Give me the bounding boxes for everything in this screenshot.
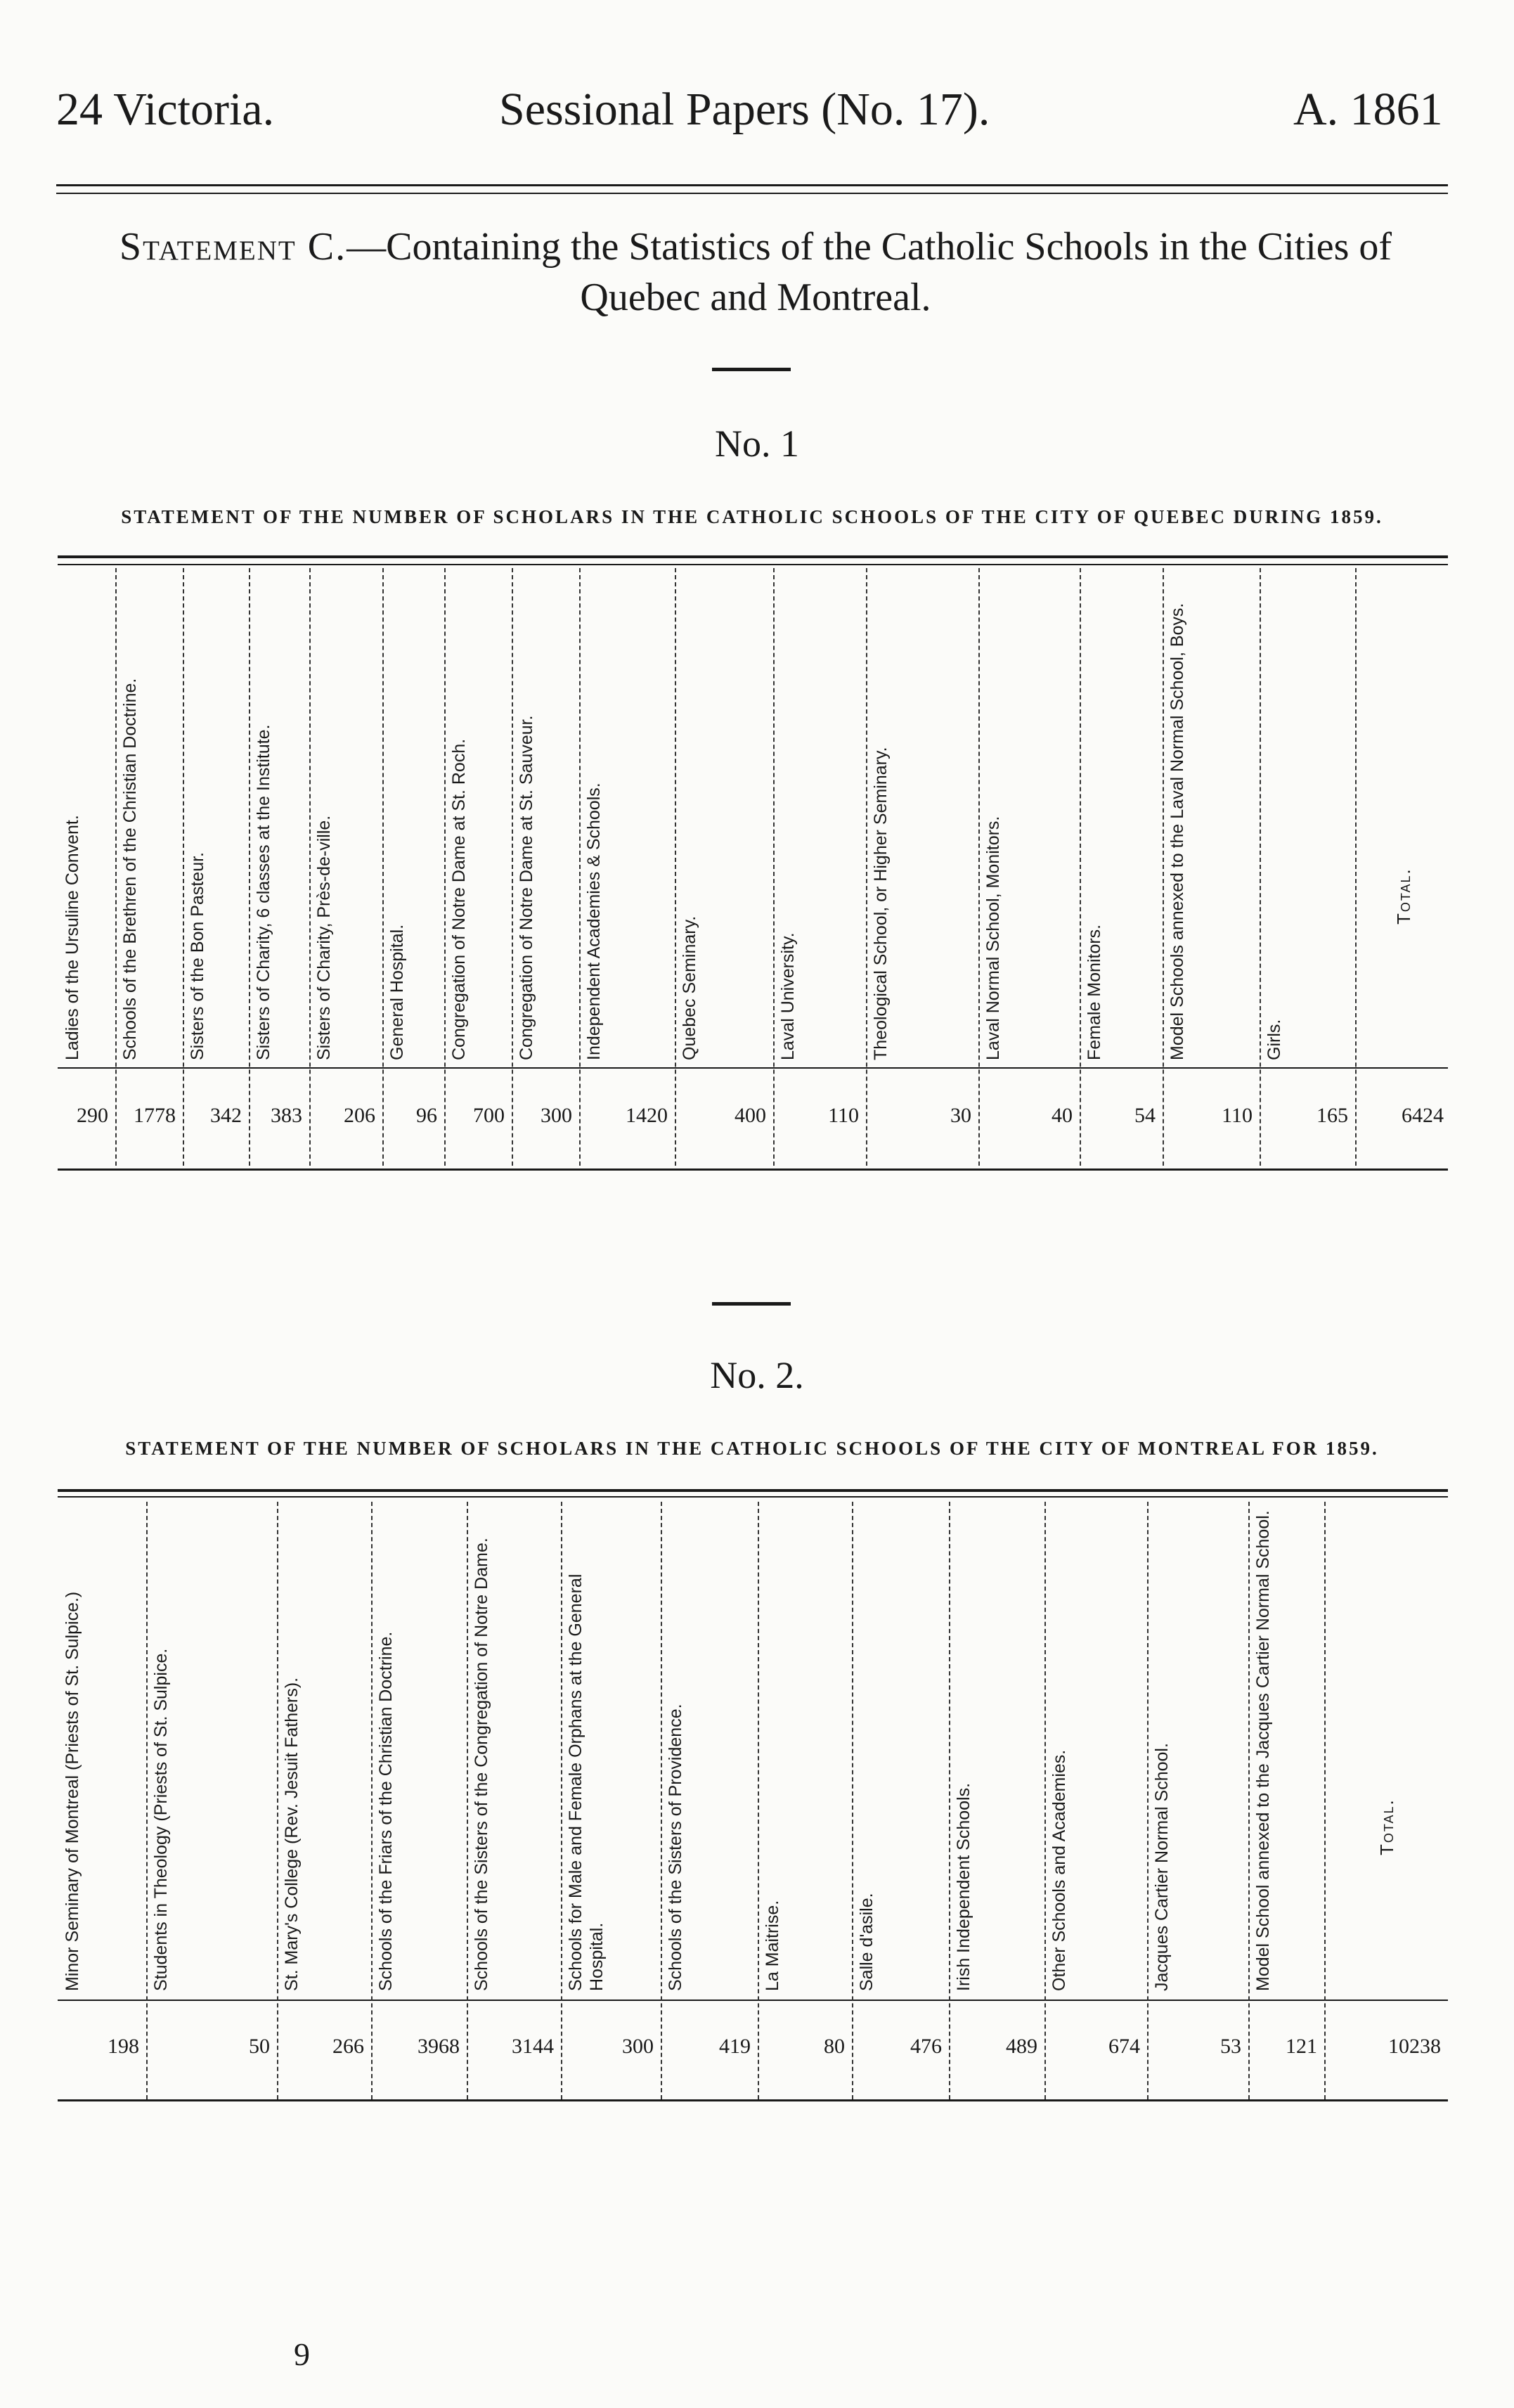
table1-value: 110	[1222, 1104, 1253, 1127]
table1-column-separator	[249, 568, 250, 1166]
table2-value: 3968	[418, 2035, 460, 2058]
table2-column-heading: Model School annexed to the Jacques Cartier Normal School.	[1253, 1510, 1273, 1991]
table1-value: 383	[271, 1104, 302, 1127]
table2-column	[561, 1489, 661, 2102]
table2-column-separator	[1248, 1502, 1250, 2099]
table2-column-heading: Minor Seminary of Montreal (Priests of St. Sulpice.)	[63, 1591, 82, 1991]
table1-column-separator	[866, 568, 867, 1166]
table1	[58, 555, 1448, 1174]
table1-column-heading: Independent Academies & Schools.	[584, 783, 604, 1060]
table1-subtitle: STATEMENT OF THE NUMBER OF SCHOLARS IN THE CATHOLIC SCHOOLS OF THE CITY OF QUEBEC DURING 1859.	[121, 506, 1383, 527]
table2-column-heading: Other Schools and Academies.	[1049, 1749, 1069, 1991]
table1-column-heading: Theological School, or Higher Seminary.	[871, 747, 891, 1060]
statement-text: —Containing the Statistics of the Catholic Schools in the Cities of Quebec and Montreal.	[347, 225, 1392, 319]
table1-column	[579, 555, 675, 1168]
table2-column	[371, 1489, 467, 2102]
table1-column-separator	[382, 568, 384, 1166]
table1-column	[773, 555, 866, 1168]
table1-column-separator	[183, 568, 184, 1166]
table1-column-heading: Laval Normal School, Monitors.	[983, 816, 1003, 1060]
table2-column	[146, 1489, 277, 2102]
table2-column	[852, 1489, 949, 2102]
statement-lead: Statement C.	[119, 225, 347, 269]
table2-column-separator	[1147, 1502, 1149, 2099]
table1-column-heading: General Hospital.	[387, 924, 407, 1060]
table1-column	[382, 555, 444, 1168]
table2-column-heading: St. Mary's College (Rev. Jesuit Fathers).	[282, 1677, 302, 1991]
section-divider-2	[712, 1302, 791, 1306]
table1-column-heading: Ladies of the Ursuline Convent.	[63, 815, 82, 1060]
table1-column	[1080, 555, 1163, 1168]
table2-column-heading: Schools of the Friars of the Christian Doctrine.	[376, 1631, 396, 1991]
table2-column-separator	[1324, 1502, 1326, 2099]
table1-value: 110	[828, 1104, 859, 1127]
table1-column	[58, 555, 115, 1168]
table1-column-heading: Total.	[1393, 868, 1414, 925]
table1-value: 165	[1316, 1104, 1348, 1127]
table1-value: 54	[1134, 1104, 1156, 1127]
table1-column-separator	[978, 568, 980, 1166]
table2-column-heading: Students in Theology (Priests of St. Sulpice.	[151, 1648, 171, 1991]
table1-column	[183, 555, 249, 1168]
table1-column-separator	[309, 568, 311, 1166]
table2-column-heading: Salle d'asile.	[857, 1893, 876, 1991]
table1-column	[866, 555, 978, 1168]
table2-value: 121	[1286, 2035, 1317, 2058]
table2-value: 50	[249, 2035, 270, 2058]
table2-value: 80	[824, 2035, 845, 2058]
table1-column-separator	[773, 568, 775, 1166]
table1-value: 1420	[626, 1104, 668, 1127]
table2-value: 674	[1108, 2035, 1140, 2058]
table1-value: 400	[735, 1104, 766, 1127]
table2-column	[277, 1489, 371, 2102]
table1-rule-bottom	[58, 1168, 1448, 1171]
table1-column	[512, 555, 579, 1168]
table1-column-separator	[579, 568, 581, 1166]
table1-value: 206	[344, 1104, 375, 1127]
table1-column-separator	[444, 568, 446, 1166]
table1-column-heading: Sisters of the Bon Pasteur.	[188, 852, 207, 1060]
table1-column-separator	[1260, 568, 1261, 1166]
table1-column-separator	[512, 568, 513, 1166]
header-rule-top	[56, 184, 1448, 186]
table1-column	[249, 555, 309, 1168]
table1-value: 1778	[134, 1104, 176, 1127]
table1-column	[675, 555, 773, 1168]
header-session: 24 Victoria.	[56, 84, 275, 135]
table2-column	[58, 1489, 146, 2102]
table2-column	[1324, 1489, 1448, 2102]
table2-column-separator	[1044, 1502, 1046, 2099]
section-divider-1	[712, 368, 791, 371]
table1-column-heading: Schools of the Brethren of the Christian Doctrine.	[120, 678, 140, 1060]
table1-column	[309, 555, 382, 1168]
table1-column-separator	[675, 568, 676, 1166]
table1-value: 300	[541, 1104, 572, 1127]
table2-value: 10238	[1388, 2035, 1441, 2058]
table2-column-heading: Schools for Male and Female Orphans at the General Hospital.	[566, 1573, 607, 1991]
table1-value: 290	[77, 1104, 108, 1127]
table1-column-heading: Female Monitors.	[1085, 924, 1104, 1060]
table2-column	[467, 1489, 561, 2102]
table2-column-heading: Schools of the Sisters of Providence.	[666, 1704, 685, 1991]
table1-column	[1163, 555, 1260, 1168]
table2-column	[1147, 1489, 1248, 2102]
table1-column-heading: Congregation of Notre Dame at St. Sauveur.	[517, 715, 536, 1060]
table1-column-separator	[1355, 568, 1357, 1166]
table2-value: 419	[719, 2035, 751, 2058]
table2-column	[758, 1489, 852, 2102]
running-header	[0, 83, 1514, 146]
table2-column-heading: Schools of the Sisters of the Congregation of Notre Dame.	[472, 1538, 491, 1991]
table1-column-heading: Laval University.	[778, 932, 798, 1060]
table2-column	[661, 1489, 758, 2102]
table1-column-heading: Girls.	[1264, 1019, 1284, 1060]
header-year: A. 1861	[1293, 84, 1443, 135]
table2-column-separator	[561, 1502, 562, 2099]
table2-value: 489	[1006, 2035, 1037, 2058]
table2-value: 266	[332, 2035, 364, 2058]
table1-column-heading: Quebec Seminary.	[680, 915, 699, 1060]
table1-column-separator	[1163, 568, 1164, 1166]
table1-column	[115, 555, 183, 1168]
table2-column-separator	[146, 1502, 148, 2099]
table2-value: 3144	[512, 2035, 554, 2058]
table2-column-heading: Jacques Cartier Normal School.	[1152, 1743, 1172, 1991]
table1-column	[978, 555, 1080, 1168]
table2-column-separator	[371, 1502, 373, 2099]
statement-title	[56, 221, 1455, 323]
table2-column-separator	[467, 1502, 468, 2099]
table1-column-heading: Congregation of Notre Dame at St. Roch.	[449, 738, 469, 1060]
table2-column-separator	[758, 1502, 759, 2099]
table2-column-separator	[277, 1502, 278, 2099]
table1-value: 6424	[1402, 1104, 1444, 1127]
table1-column	[444, 555, 512, 1168]
table2-column-separator	[661, 1502, 662, 2099]
table2-column	[949, 1489, 1044, 2102]
table1-column	[1260, 555, 1355, 1168]
header-papers: Sessional Papers (No. 17).	[499, 84, 990, 135]
table2-column-heading: Irish Independent Schools.	[954, 1782, 973, 1991]
table1-column-heading: Model Schools annexed to the Laval Normal School, Boys.	[1167, 603, 1187, 1060]
table2-value: 300	[622, 2035, 654, 2058]
table2	[58, 1489, 1448, 2108]
table1-value: 700	[473, 1104, 505, 1127]
table2-column	[1248, 1489, 1324, 2102]
table2-value: 476	[910, 2035, 942, 2058]
table1-column-separator	[115, 568, 117, 1166]
table2-value: 53	[1220, 2035, 1241, 2058]
table2-column	[1044, 1489, 1147, 2102]
table1-column	[1355, 555, 1451, 1168]
table1-value: 30	[950, 1104, 971, 1127]
table1-value: 96	[416, 1104, 437, 1127]
table1-value: 40	[1052, 1104, 1073, 1127]
table1-column-heading: Sisters of Charity, 6 classes at the Institute.	[254, 724, 273, 1060]
table1-number: No. 1	[715, 423, 799, 465]
table1-column-heading: Sisters of Charity, Près-de-ville.	[314, 815, 334, 1060]
header-rule-bottom	[56, 193, 1448, 194]
table2-value: 198	[108, 2035, 139, 2058]
table1-value: 342	[210, 1104, 242, 1127]
table1-column-separator	[1080, 568, 1081, 1166]
page-number: 9	[294, 2336, 310, 2372]
table2-column-separator	[852, 1502, 853, 2099]
table2-column-heading: Total.	[1376, 1798, 1397, 1856]
table2-column-separator	[949, 1502, 950, 2099]
table2-column-heading: La Maitrise.	[763, 1900, 782, 1991]
table2-number: No. 2.	[710, 1354, 804, 1396]
table2-subtitle: STATEMENT OF THE NUMBER OF SCHOLARS IN THE CATHOLIC SCHOOLS OF THE CITY OF MONTREAL FOR 1859.	[125, 1438, 1379, 1459]
